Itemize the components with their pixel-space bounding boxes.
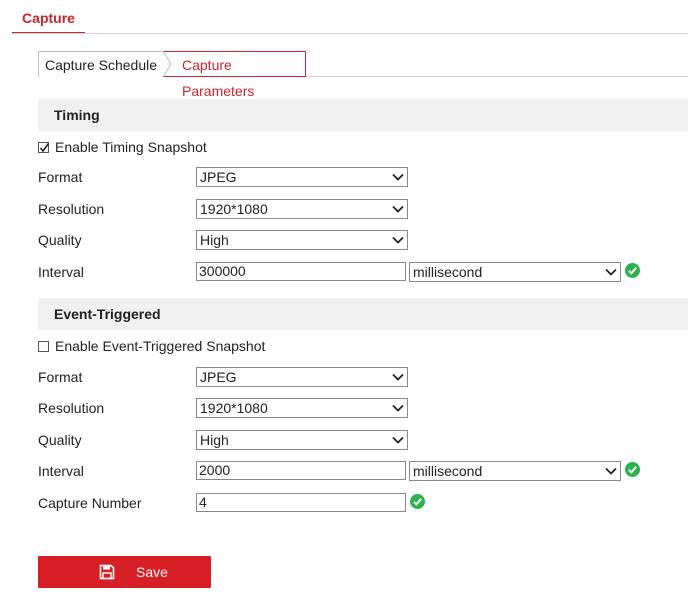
tab-capture-parameters-label: Capture Parameters xyxy=(182,57,255,99)
event-resolution-label: Resolution xyxy=(38,400,105,416)
chevron-down-icon xyxy=(392,402,404,414)
timing-quality-label: Quality xyxy=(38,232,82,248)
check-circle-icon xyxy=(625,462,640,477)
chevron-down-icon xyxy=(392,171,404,183)
event-format-value: JPEG xyxy=(200,369,237,385)
enable-event-snapshot-row xyxy=(38,336,265,356)
timing-interval-unit-select[interactable] xyxy=(409,262,621,282)
save-button[interactable] xyxy=(38,556,211,588)
checkmark-icon xyxy=(39,141,50,154)
floppy-disk-icon xyxy=(99,564,115,580)
chevron-down-icon xyxy=(392,371,404,383)
timing-format-label: Format xyxy=(38,169,83,185)
enable-event-snapshot-checkbox[interactable] xyxy=(38,341,49,352)
check-circle-icon xyxy=(410,494,425,509)
event-quality-label: Quality xyxy=(38,432,82,448)
event-interval-unit-value: millisecond xyxy=(413,463,483,479)
timing-interval-label: Interval xyxy=(38,264,84,280)
timing-interval-unit-value: millisecond xyxy=(413,264,483,280)
event-resolution-select[interactable] xyxy=(196,398,408,418)
save-button-label: Save xyxy=(136,564,168,580)
timing-resolution-label: Resolution xyxy=(38,201,105,217)
tab-capture[interactable]: Capture xyxy=(12,0,85,34)
tab-capture-parameters[interactable] xyxy=(163,51,306,99)
chevron-down-icon xyxy=(605,266,617,278)
event-resolution-value: 1920*1080 xyxy=(200,400,268,416)
timing-quality-value: High xyxy=(200,232,229,248)
enable-timing-snapshot-checkbox[interactable] xyxy=(38,142,49,153)
timing-quality-select[interactable] xyxy=(196,230,408,250)
enable-timing-snapshot-row xyxy=(38,137,207,157)
event-format-label: Format xyxy=(38,369,83,385)
check-circle-icon xyxy=(625,263,640,278)
timing-section-title: Timing xyxy=(38,99,688,131)
timing-resolution-value: 1920*1080 xyxy=(200,201,268,217)
capture-number-input[interactable]: 4 xyxy=(196,493,406,512)
event-interval-label: Interval xyxy=(38,463,84,479)
event-format-select[interactable] xyxy=(196,367,408,387)
event-quality-select[interactable] xyxy=(196,430,408,450)
event-section-title: Event-Triggered xyxy=(38,298,688,330)
tab-arrow-notch xyxy=(163,51,173,77)
timing-format-select[interactable] xyxy=(196,167,408,187)
tab-capture-schedule[interactable]: Capture Schedule xyxy=(38,51,164,77)
chevron-down-icon xyxy=(392,434,404,446)
event-interval-unit-select[interactable] xyxy=(409,461,621,481)
chevron-down-icon xyxy=(392,234,404,246)
timing-interval-input[interactable]: 300000 xyxy=(196,262,406,281)
enable-event-snapshot-label: Enable Event-Triggered Snapshot xyxy=(55,338,266,354)
event-interval-input[interactable]: 2000 xyxy=(196,461,406,480)
chevron-down-icon xyxy=(605,465,617,477)
enable-timing-snapshot-label: Enable Timing Snapshot xyxy=(55,139,207,155)
chevron-down-icon xyxy=(392,203,404,215)
timing-resolution-select[interactable] xyxy=(196,199,408,219)
header-divider xyxy=(12,33,688,34)
event-quality-value: High xyxy=(200,432,229,448)
timing-format-value: JPEG xyxy=(200,169,237,185)
capture-number-label: Capture Number xyxy=(38,495,142,511)
